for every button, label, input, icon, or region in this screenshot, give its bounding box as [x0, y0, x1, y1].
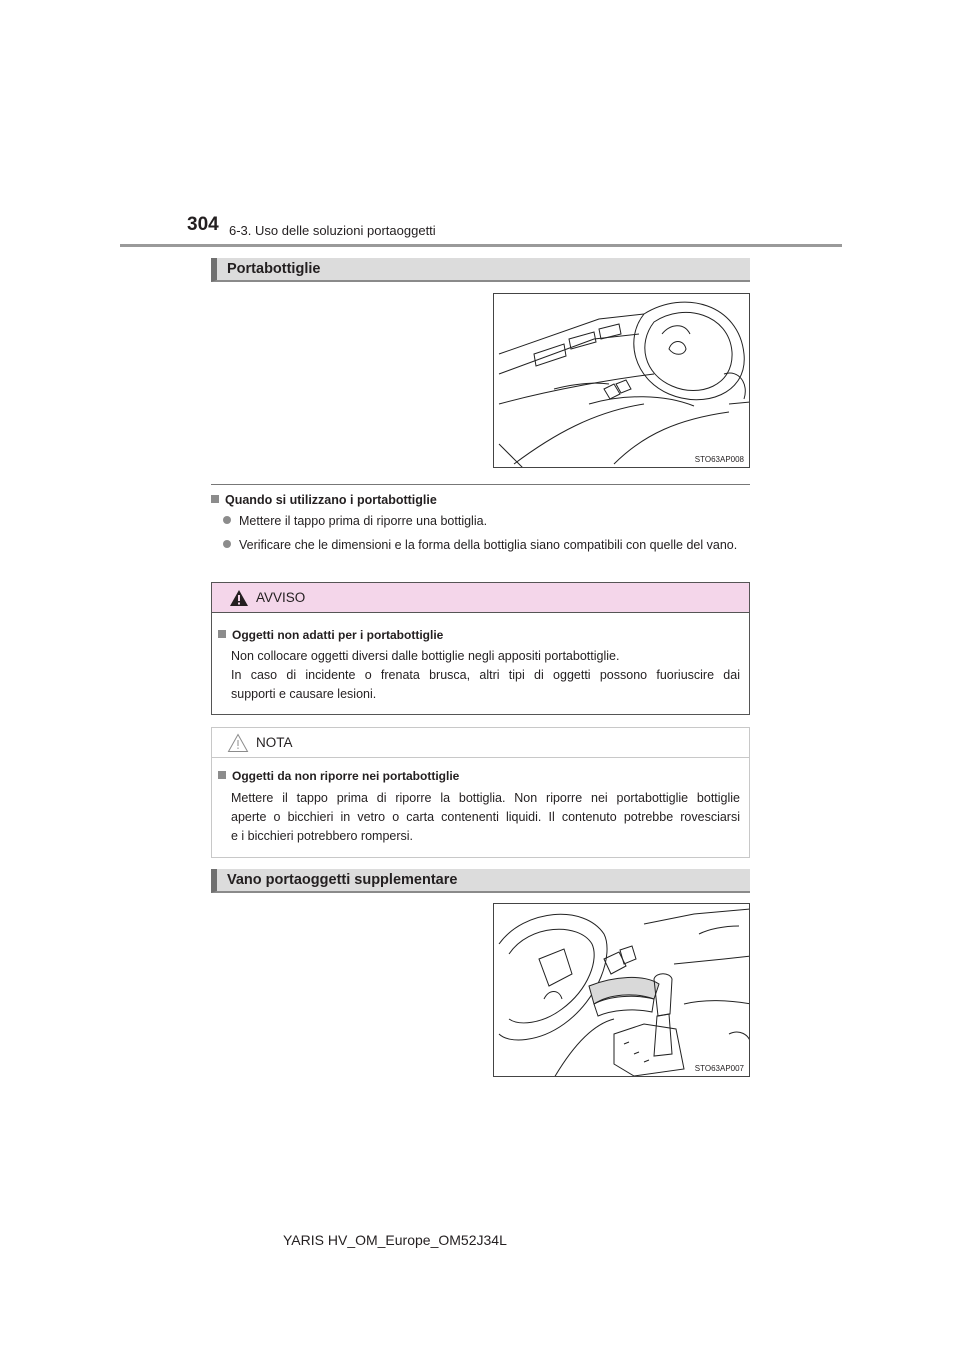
section-reference: 6-3. Uso delle soluzioni portaoggetti — [229, 223, 436, 238]
illustration-auxiliary-box — [493, 903, 750, 1077]
section-title-portabottiglie — [211, 258, 750, 282]
section-title-text: Vano portaoggetti supplementare — [227, 872, 458, 888]
bullet-text: Mettere il tappo prima di riporre una bottiglia. — [239, 514, 488, 528]
warning-text — [231, 647, 740, 704]
square-bullet-icon — [218, 771, 226, 779]
warning-heading-text: Oggetti non adatti per i portabottiglie — [232, 628, 444, 642]
note-heading — [218, 769, 459, 783]
section-title-text: Portabottiglie — [227, 261, 321, 277]
warning-text-line: In caso di incidente o frenata brusca, altri tipi di oggetti possono fuoriuscire dai — [231, 668, 740, 682]
warning-header — [212, 583, 749, 613]
footer-document-id: YARIS HV_OM_Europe_OM52J34L — [283, 1232, 507, 1248]
section-title-vano-portaoggetti — [211, 869, 750, 893]
caution-outline-icon — [227, 733, 249, 753]
square-bullet-icon — [218, 630, 226, 638]
round-bullet-icon — [223, 540, 231, 548]
list-item — [223, 536, 750, 574]
warning-label: AVVISO — [256, 590, 306, 605]
usage-heading — [211, 493, 437, 507]
note-text — [231, 789, 740, 846]
note-box — [211, 727, 750, 858]
illustration-bottle-holder — [493, 293, 750, 468]
figure-code: STO63AP007 — [694, 1064, 744, 1073]
note-text-line: Mettere il tappo prima di riporre la bottiglia. Non riporre nei portabottiglie bottiglie — [231, 791, 740, 805]
note-heading-text: Oggetti da non riporre nei portabottiglie — [232, 769, 460, 783]
square-bullet-icon — [211, 495, 219, 503]
warning-heading — [218, 628, 443, 642]
bullet-text: Verificare che le dimensioni e la forma della bottiglia siano compatibili con quelle del vano. — [239, 538, 738, 552]
list-item — [223, 512, 750, 531]
warning-triangle-icon — [229, 589, 249, 607]
note-text-line: e i bicchieri potrebbero rompersi. — [231, 829, 414, 843]
warning-box — [211, 582, 750, 715]
figure-code: STO63AP008 — [694, 455, 744, 464]
usage-heading-text: Quando si utilizzano i portabottiglie — [225, 493, 437, 507]
warning-text-line: supporti e causare lesioni. — [231, 687, 377, 701]
header-divider — [120, 244, 842, 247]
content-divider — [211, 484, 750, 485]
note-text-line: aperte o bicchieri in vetro o carta contenenti liquidi. Il contenuto potrebbe rovesciarsi — [231, 810, 740, 824]
note-label: NOTA — [256, 735, 293, 750]
warning-text-line: Non collocare oggetti diversi dalle bottiglie negli appositi portabottiglie. — [231, 649, 620, 663]
page-number: 304 — [187, 214, 219, 235]
round-bullet-icon — [223, 516, 231, 524]
note-header — [212, 728, 749, 758]
